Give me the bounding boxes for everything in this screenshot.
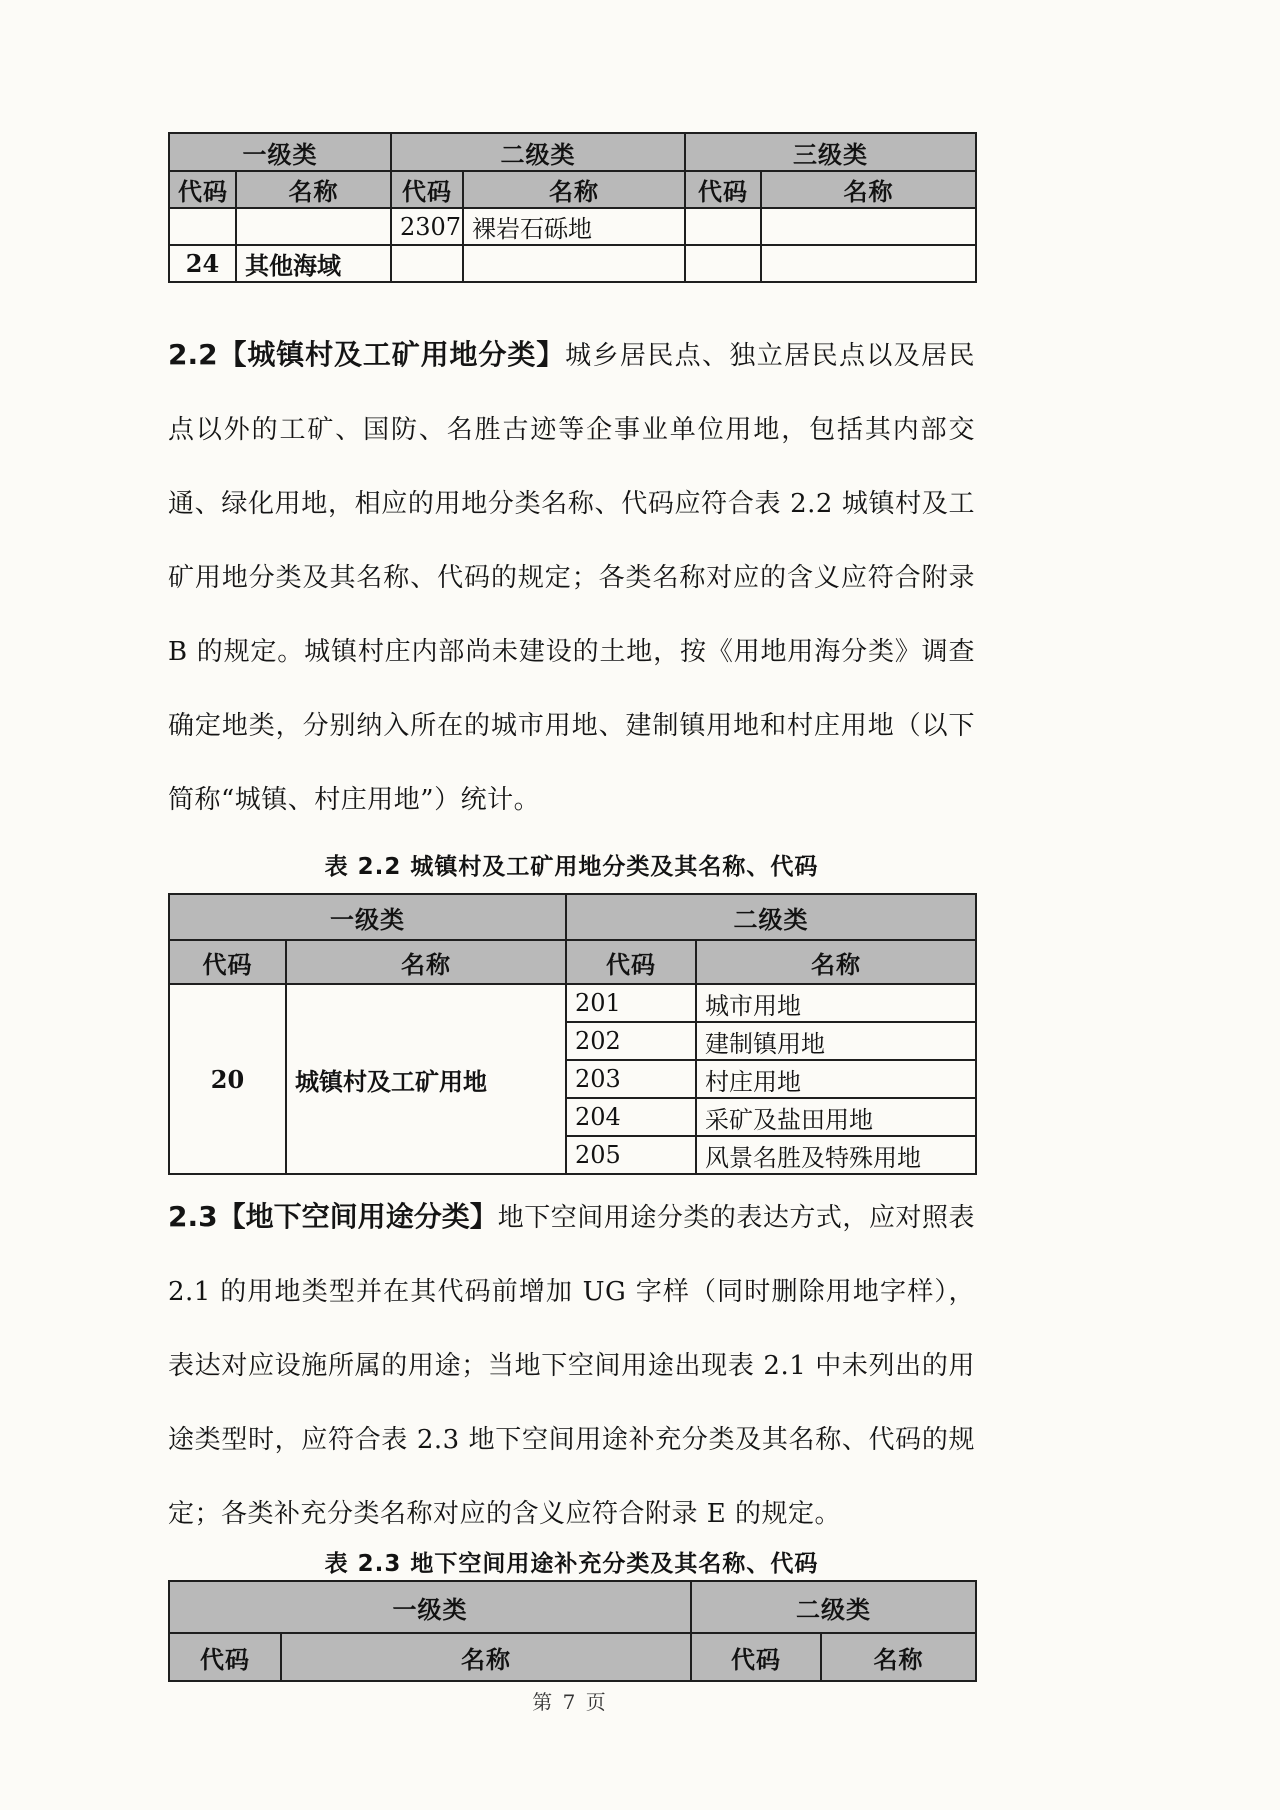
t22-col-header-name-1: 名称 — [286, 940, 566, 984]
top-table-group-header-level1: 一级类 — [169, 133, 391, 171]
cell-l1-name: 其他海域 — [236, 245, 391, 282]
t22-name: 村庄用地 — [696, 1060, 976, 1098]
top-table-group-header-level2: 二级类 — [391, 133, 685, 171]
t22-col-header-code-2: 代码 — [566, 940, 696, 984]
t22-code: 201 — [566, 984, 696, 1022]
cell-l2-code: 2307 — [391, 208, 463, 245]
top-table-col-header-code-3: 代码 — [685, 171, 761, 208]
table-row — [169, 984, 976, 1022]
t23-group-header-level1: 一级类 — [169, 1581, 691, 1633]
t23-col-header-name-2: 名称 — [821, 1633, 976, 1681]
table-2-3-caption: 表 2.3 地下空间用途补充分类及其名称、代码 — [324, 1551, 819, 1577]
section-2-3-heading: 2.3【地下空间用途分类】 — [168, 1200, 498, 1233]
cell-l1-code: 24 — [169, 245, 236, 282]
top-table-group-header-level3: 三级类 — [685, 133, 976, 171]
t22-level1-name: 城镇村及工矿用地 — [286, 984, 566, 1174]
cell-l2-code — [391, 245, 463, 282]
cell-l2-name: 裸岩石砾地 — [463, 208, 685, 245]
page-number: 第 7 页 — [532, 1690, 608, 1714]
table-2-2-caption: 表 2.2 城镇村及工矿用地分类及其名称、代码 — [324, 854, 819, 880]
t22-col-header-code-1: 代码 — [169, 940, 286, 984]
t23-col-header-code-1: 代码 — [169, 1633, 281, 1681]
t22-code: 205 — [566, 1136, 696, 1174]
table-2-2-urban-rural-mining-land — [168, 893, 977, 1175]
t22-name: 建制镇用地 — [696, 1022, 976, 1060]
t22-col-header-name-2: 名称 — [696, 940, 976, 984]
t22-name: 采矿及盐田用地 — [696, 1098, 976, 1136]
top-table-col-header-name-3: 名称 — [761, 171, 976, 208]
cell-l1-name — [236, 208, 391, 245]
section-2-3-body: 地下空间用途分类的表达方式，应对照表 2.1 的用地类型并在其代码前增加 UG 字样（同时删除用地字样），表达对应设施所属的用途；当地下空间用途出现表 2.1 中未列出的用途类型时，应符合表 2.3 地下空间用途补充分类及其名称、代码的规定；各类补充分类名称对应的含义应符合附录 E 的规定。 — [168, 1203, 975, 1529]
t22-code: 203 — [566, 1060, 696, 1098]
t22-name: 风景名胜及特殊用地 — [696, 1136, 976, 1174]
t22-level1-code: 20 — [169, 984, 286, 1174]
t22-name: 城市用地 — [696, 984, 976, 1022]
section-2-2-body: 城乡居民点、独立居民点以及居民点以外的工矿、国防、名胜古迹等企事业单位用地，包括其内部交通、绿化用地，相应的用地分类名称、代码应符合表 2.2 城镇村及工矿用地分类及其名称、代码的规定；各类名称对应的含义应符合附录 B 的规定。城镇村庄内部尚未建设的土地，按《用地用海分类》调查确定地类，分别纳入所在的城市用地、建制镇用地和村庄用地（以下简称“城镇、村庄用地”）统计。 — [168, 341, 975, 815]
table-row — [169, 208, 976, 245]
t23-group-header-level2: 二级类 — [691, 1581, 976, 1633]
cell-l3-name — [761, 208, 976, 245]
cell-l3-code — [685, 208, 761, 245]
t22-group-header-level2: 二级类 — [566, 894, 976, 940]
section-2-2-heading: 2.2【城镇村及工矿用地分类】 — [168, 338, 566, 371]
table-2-3-underground-space-use — [168, 1580, 977, 1682]
t22-group-header-level1: 一级类 — [169, 894, 566, 940]
t22-code: 204 — [566, 1098, 696, 1136]
top-table-col-header-name-1: 名称 — [236, 171, 391, 208]
section-2-3-paragraph — [168, 1180, 975, 1551]
table-land-sea-classification — [168, 132, 977, 283]
t23-col-header-name-1: 名称 — [281, 1633, 691, 1681]
cell-l2-name — [463, 245, 685, 282]
cell-l3-name — [761, 245, 976, 282]
section-2-2-paragraph — [168, 318, 975, 837]
top-table-col-header-code-2: 代码 — [391, 171, 463, 208]
table-row — [169, 245, 976, 282]
t22-code: 202 — [566, 1022, 696, 1060]
top-table-col-header-name-2: 名称 — [463, 171, 685, 208]
cell-l1-code — [169, 208, 236, 245]
top-table-col-header-code-1: 代码 — [169, 171, 236, 208]
t23-col-header-code-2: 代码 — [691, 1633, 821, 1681]
cell-l3-code — [685, 245, 761, 282]
